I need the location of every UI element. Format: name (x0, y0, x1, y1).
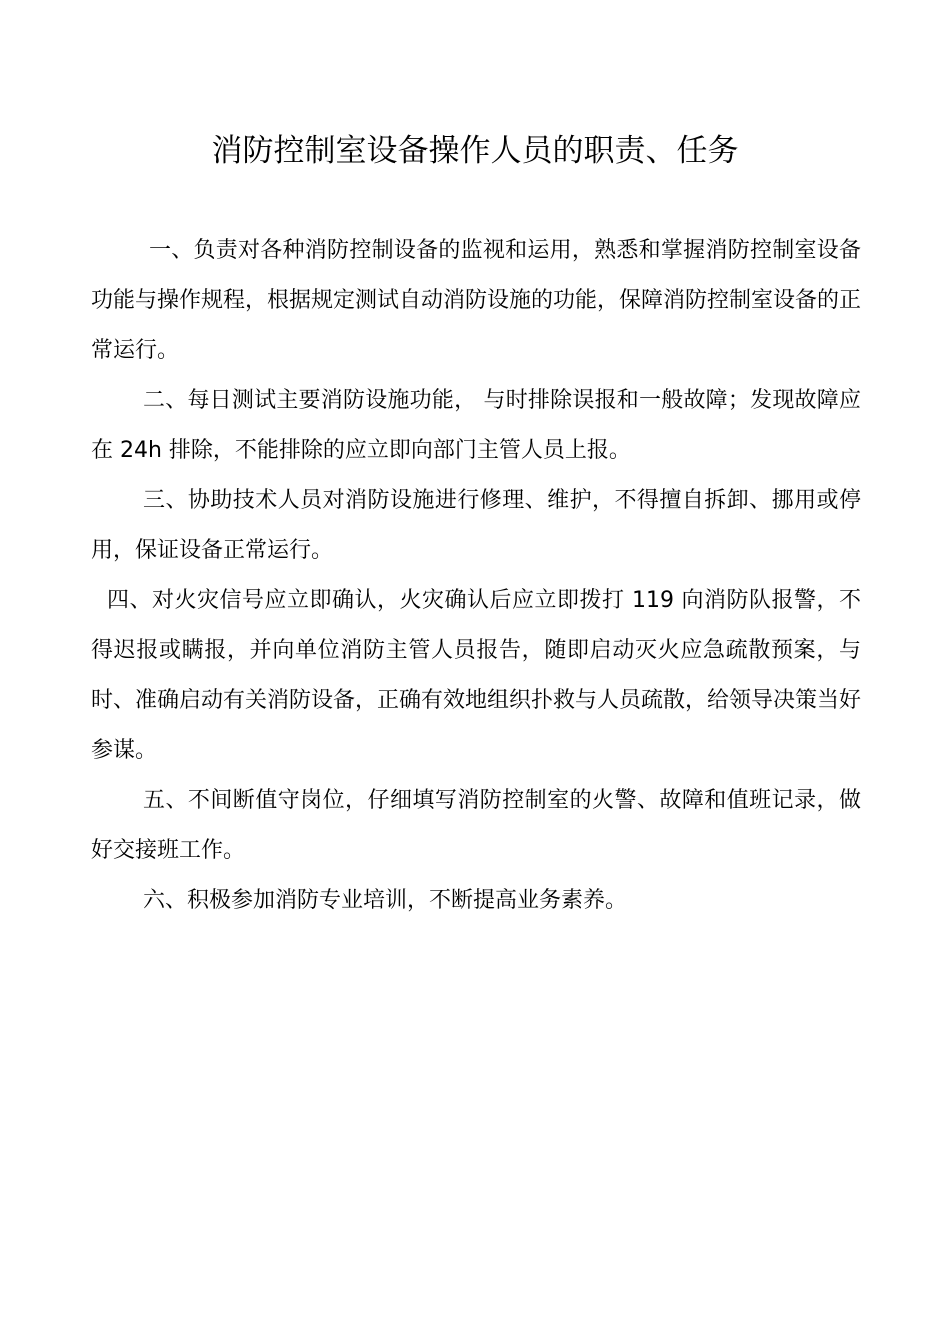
paragraph-duty-3: 三、协助技术人员对消防设施进行修理、维护，不得擅自拆卸、挪用或停用，保证设备正常运行。 (91, 488, 861, 563)
paragraph-duty-1: 一、负责对各种消防控制设备的监视和运用，熟悉和掌握消防控制室设备功能与操作规程，根据规定测试自动消防设施的功能，保障消防控制室设备的正常运行。 (91, 238, 862, 363)
paragraph-duty-2: 二、每日测试主要消防设施功能， 与时排除误报和一般故障；发现故障应在 24h 排除，不能排除的应立即向部门主管人员上报。 (91, 388, 861, 463)
paragraph-duty-5: 五、不间断值守岗位，仔细填写消防控制室的火警、故障和值班记录，做好交接班工作。 (91, 788, 861, 863)
paragraph-duty-4: 四、对火灾信号应立即确认，火灾确认后应立即拨打 119 向消防队报警，不得迟报或瞒报，并向单位消防主管人员报告，随即启动灭火应急疏散预案，与时、准确启动有关消防设备，正确有效地组织扑救与人员疏散，给领导决策当好参谋。 (91, 588, 862, 763)
document-body (91, 226, 861, 926)
paragraph-duty-6: 六、积极参加消防专业培训，不断提高业务素养。 (143, 888, 628, 913)
document-title: 消防控制室设备操作人员的职责、任务 (211, 133, 739, 169)
